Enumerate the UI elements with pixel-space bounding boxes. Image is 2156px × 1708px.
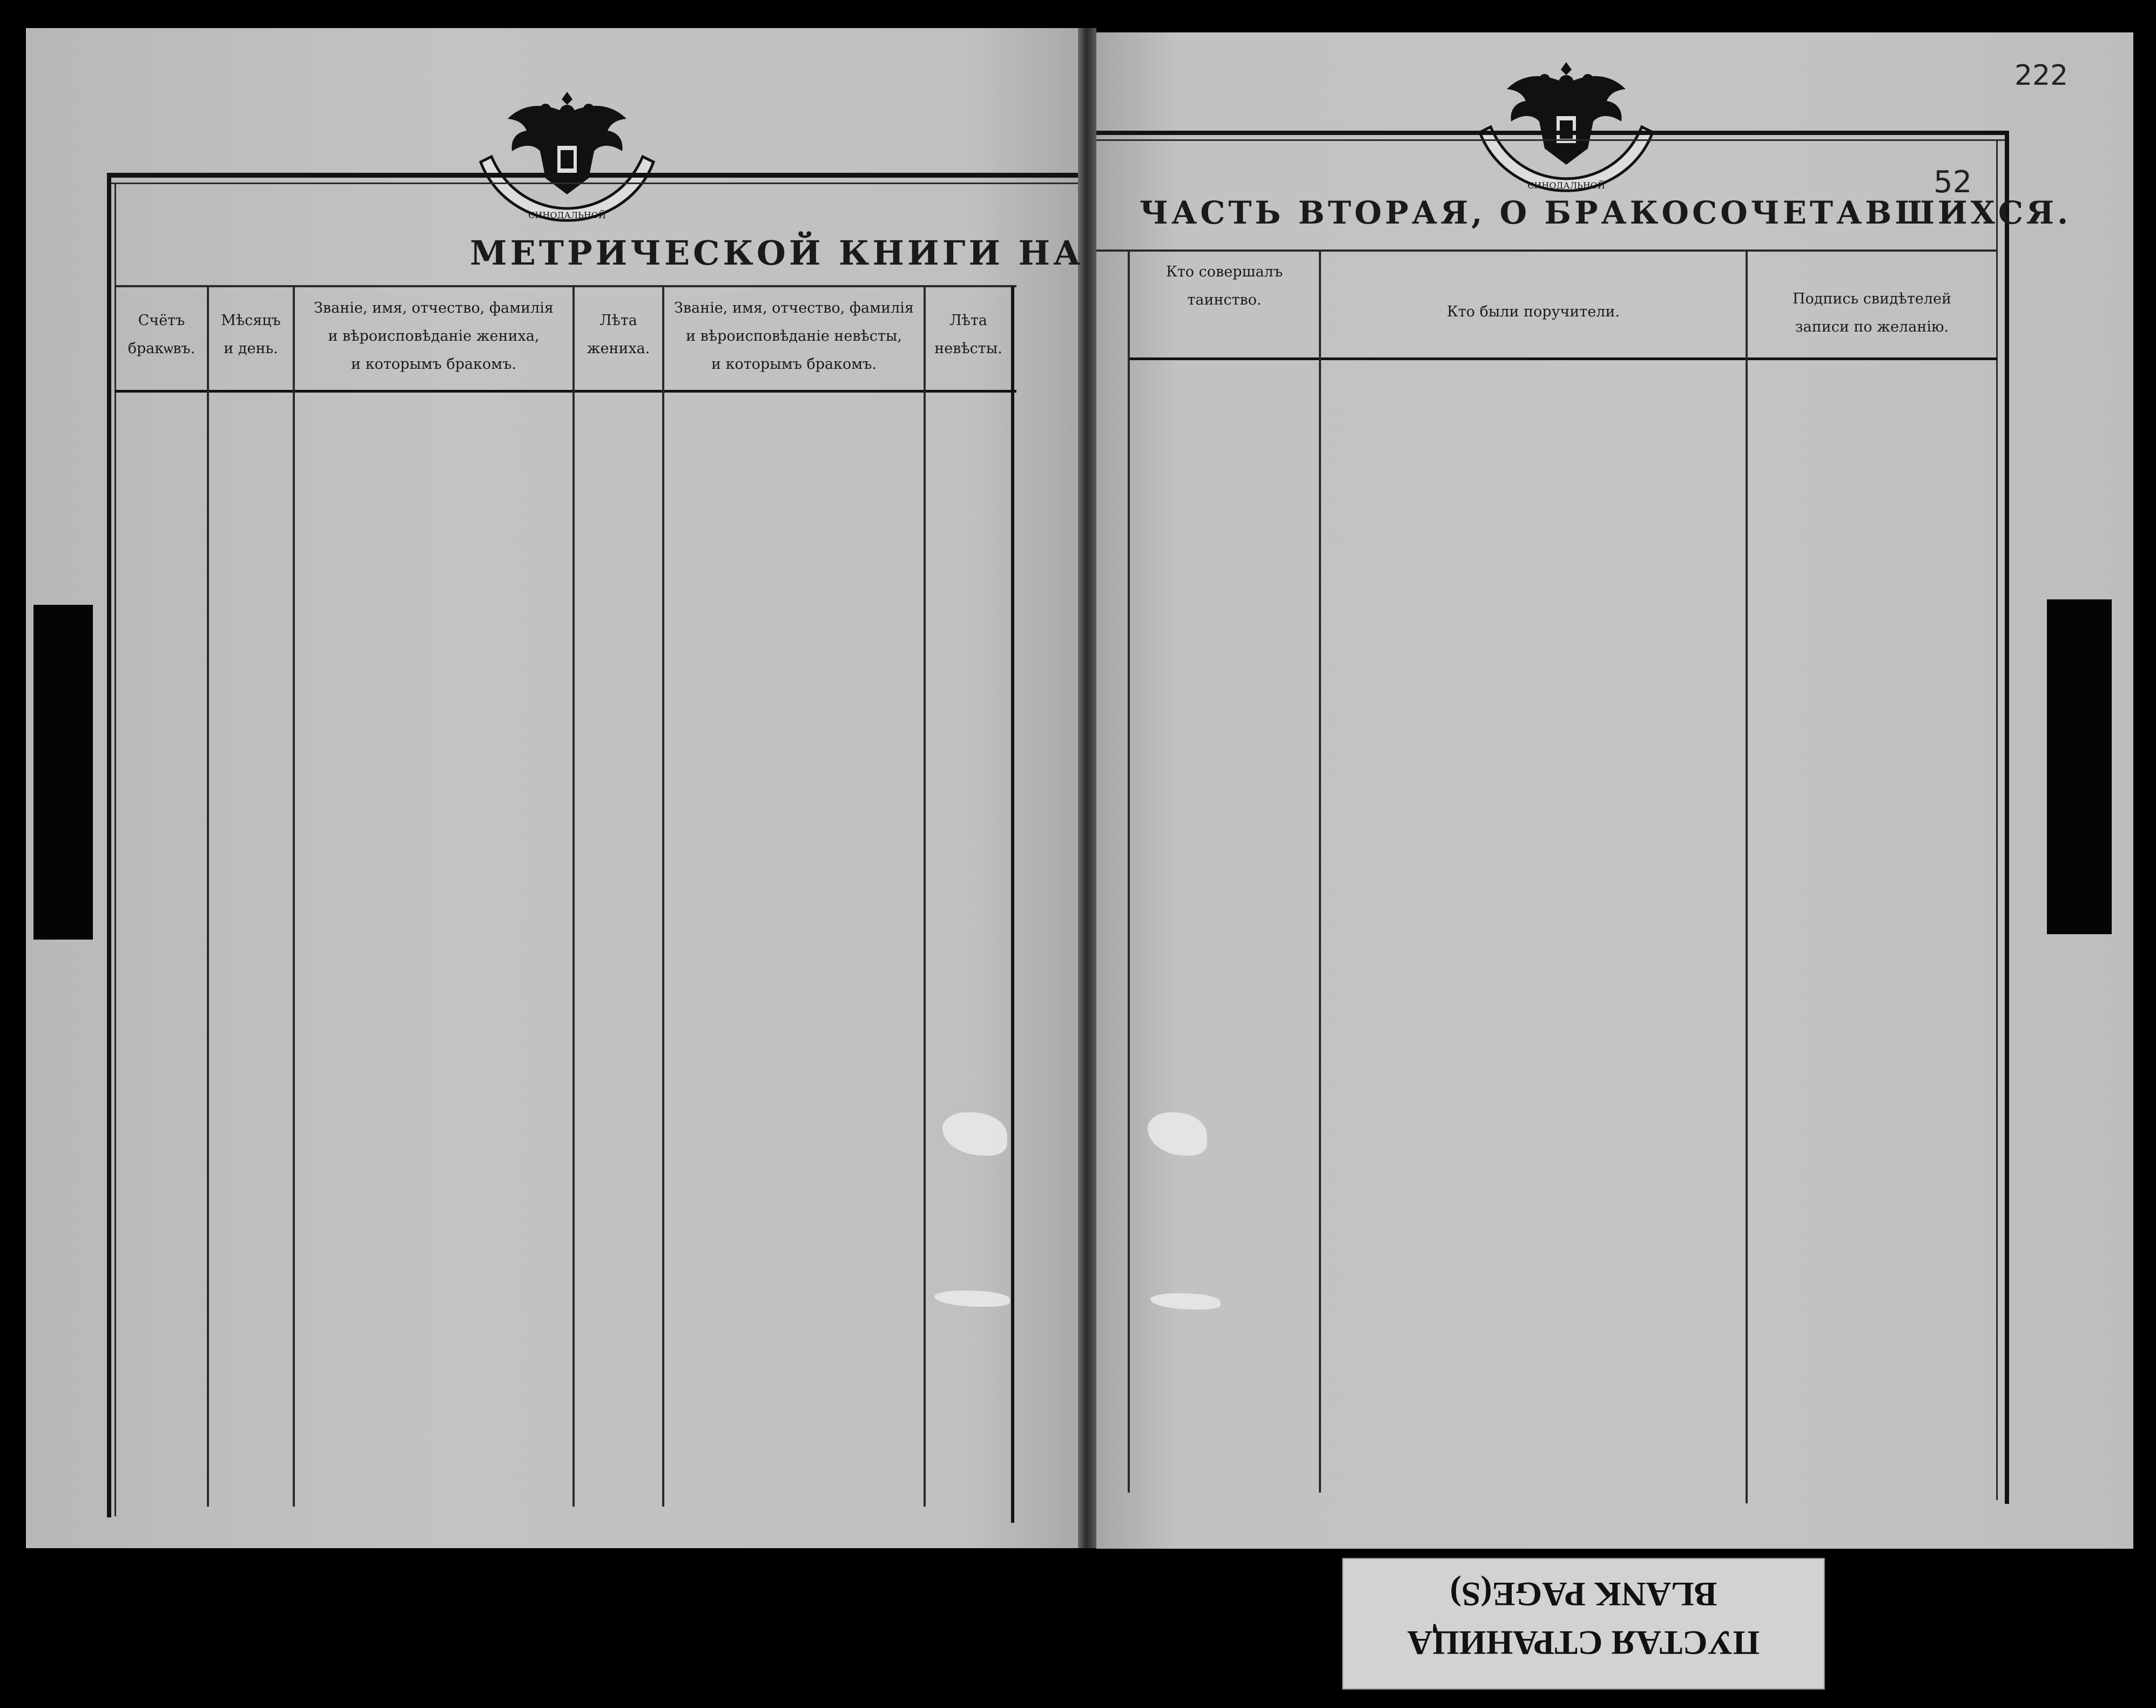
right-outer-border (2005, 132, 2009, 1504)
double-headed-eagle-emblem-left (464, 81, 670, 227)
col-header-bride: Званіе, имя, отчество, фамилія и вѣроисповѣданіе невѣсты, и которымъ бракомъ. (674, 300, 914, 373)
stamp-russian: ПУСТАЯ СТРАНИЦА (1407, 1624, 1760, 1662)
left-page-title: МЕТРИЧЕСКОЙ КНИГИ НА (470, 233, 1084, 273)
col-header-groom-age: Лѣта жениха. (587, 312, 650, 357)
left-header-bottom-rule (114, 390, 1016, 393)
right-header-bottom-rule (1129, 357, 1997, 360)
col-header-guarantors: Кто были поручители. (1446, 303, 1620, 320)
col-header-officiant: Кто совершалъ таинство. (1165, 264, 1283, 308)
left-outer-border (107, 173, 111, 1517)
blank-page-stamp (1342, 1558, 1825, 1690)
right-edge-tab (2047, 599, 2112, 934)
right-top-double-rule (1096, 131, 2009, 135)
stamp-english: BLANK PAGE(S) (1450, 1575, 1717, 1614)
left-top-double-rule (108, 173, 1078, 178)
col-header-marriage-count: Счётъ бракѡвъ. (127, 312, 196, 357)
page-number: 52 (1933, 165, 1972, 200)
folio-number: 222 (2014, 59, 2069, 92)
right-page-title: ЧАСТЬ ВТОРАЯ, О БРАКОСОЧЕТАВШИХСЯ. (1140, 194, 2072, 231)
col-header-groom: Званіе, имя, отчество, фамилія и вѣроисповѣданіе жениха, и которымъ бракомъ. (314, 300, 554, 373)
col-header-month-day: Мѣсяцъ и день. (221, 312, 281, 357)
col-header-bride-age: Лѣта невѣсты. (934, 312, 1002, 357)
svg-text:СИНОДАЛЬНОЙ: СИНОДАЛЬНОЙ (528, 210, 606, 220)
svg-text:СИНОДАЛЬНОЙ: СИНОДАЛЬНОЙ (1527, 180, 1605, 191)
double-headed-eagle-emblem-right (1464, 51, 1669, 197)
left-edge-tab (33, 605, 93, 940)
col-header-witness-signature: Подпись свидѣтелей записи по желанію. (1792, 291, 1952, 335)
